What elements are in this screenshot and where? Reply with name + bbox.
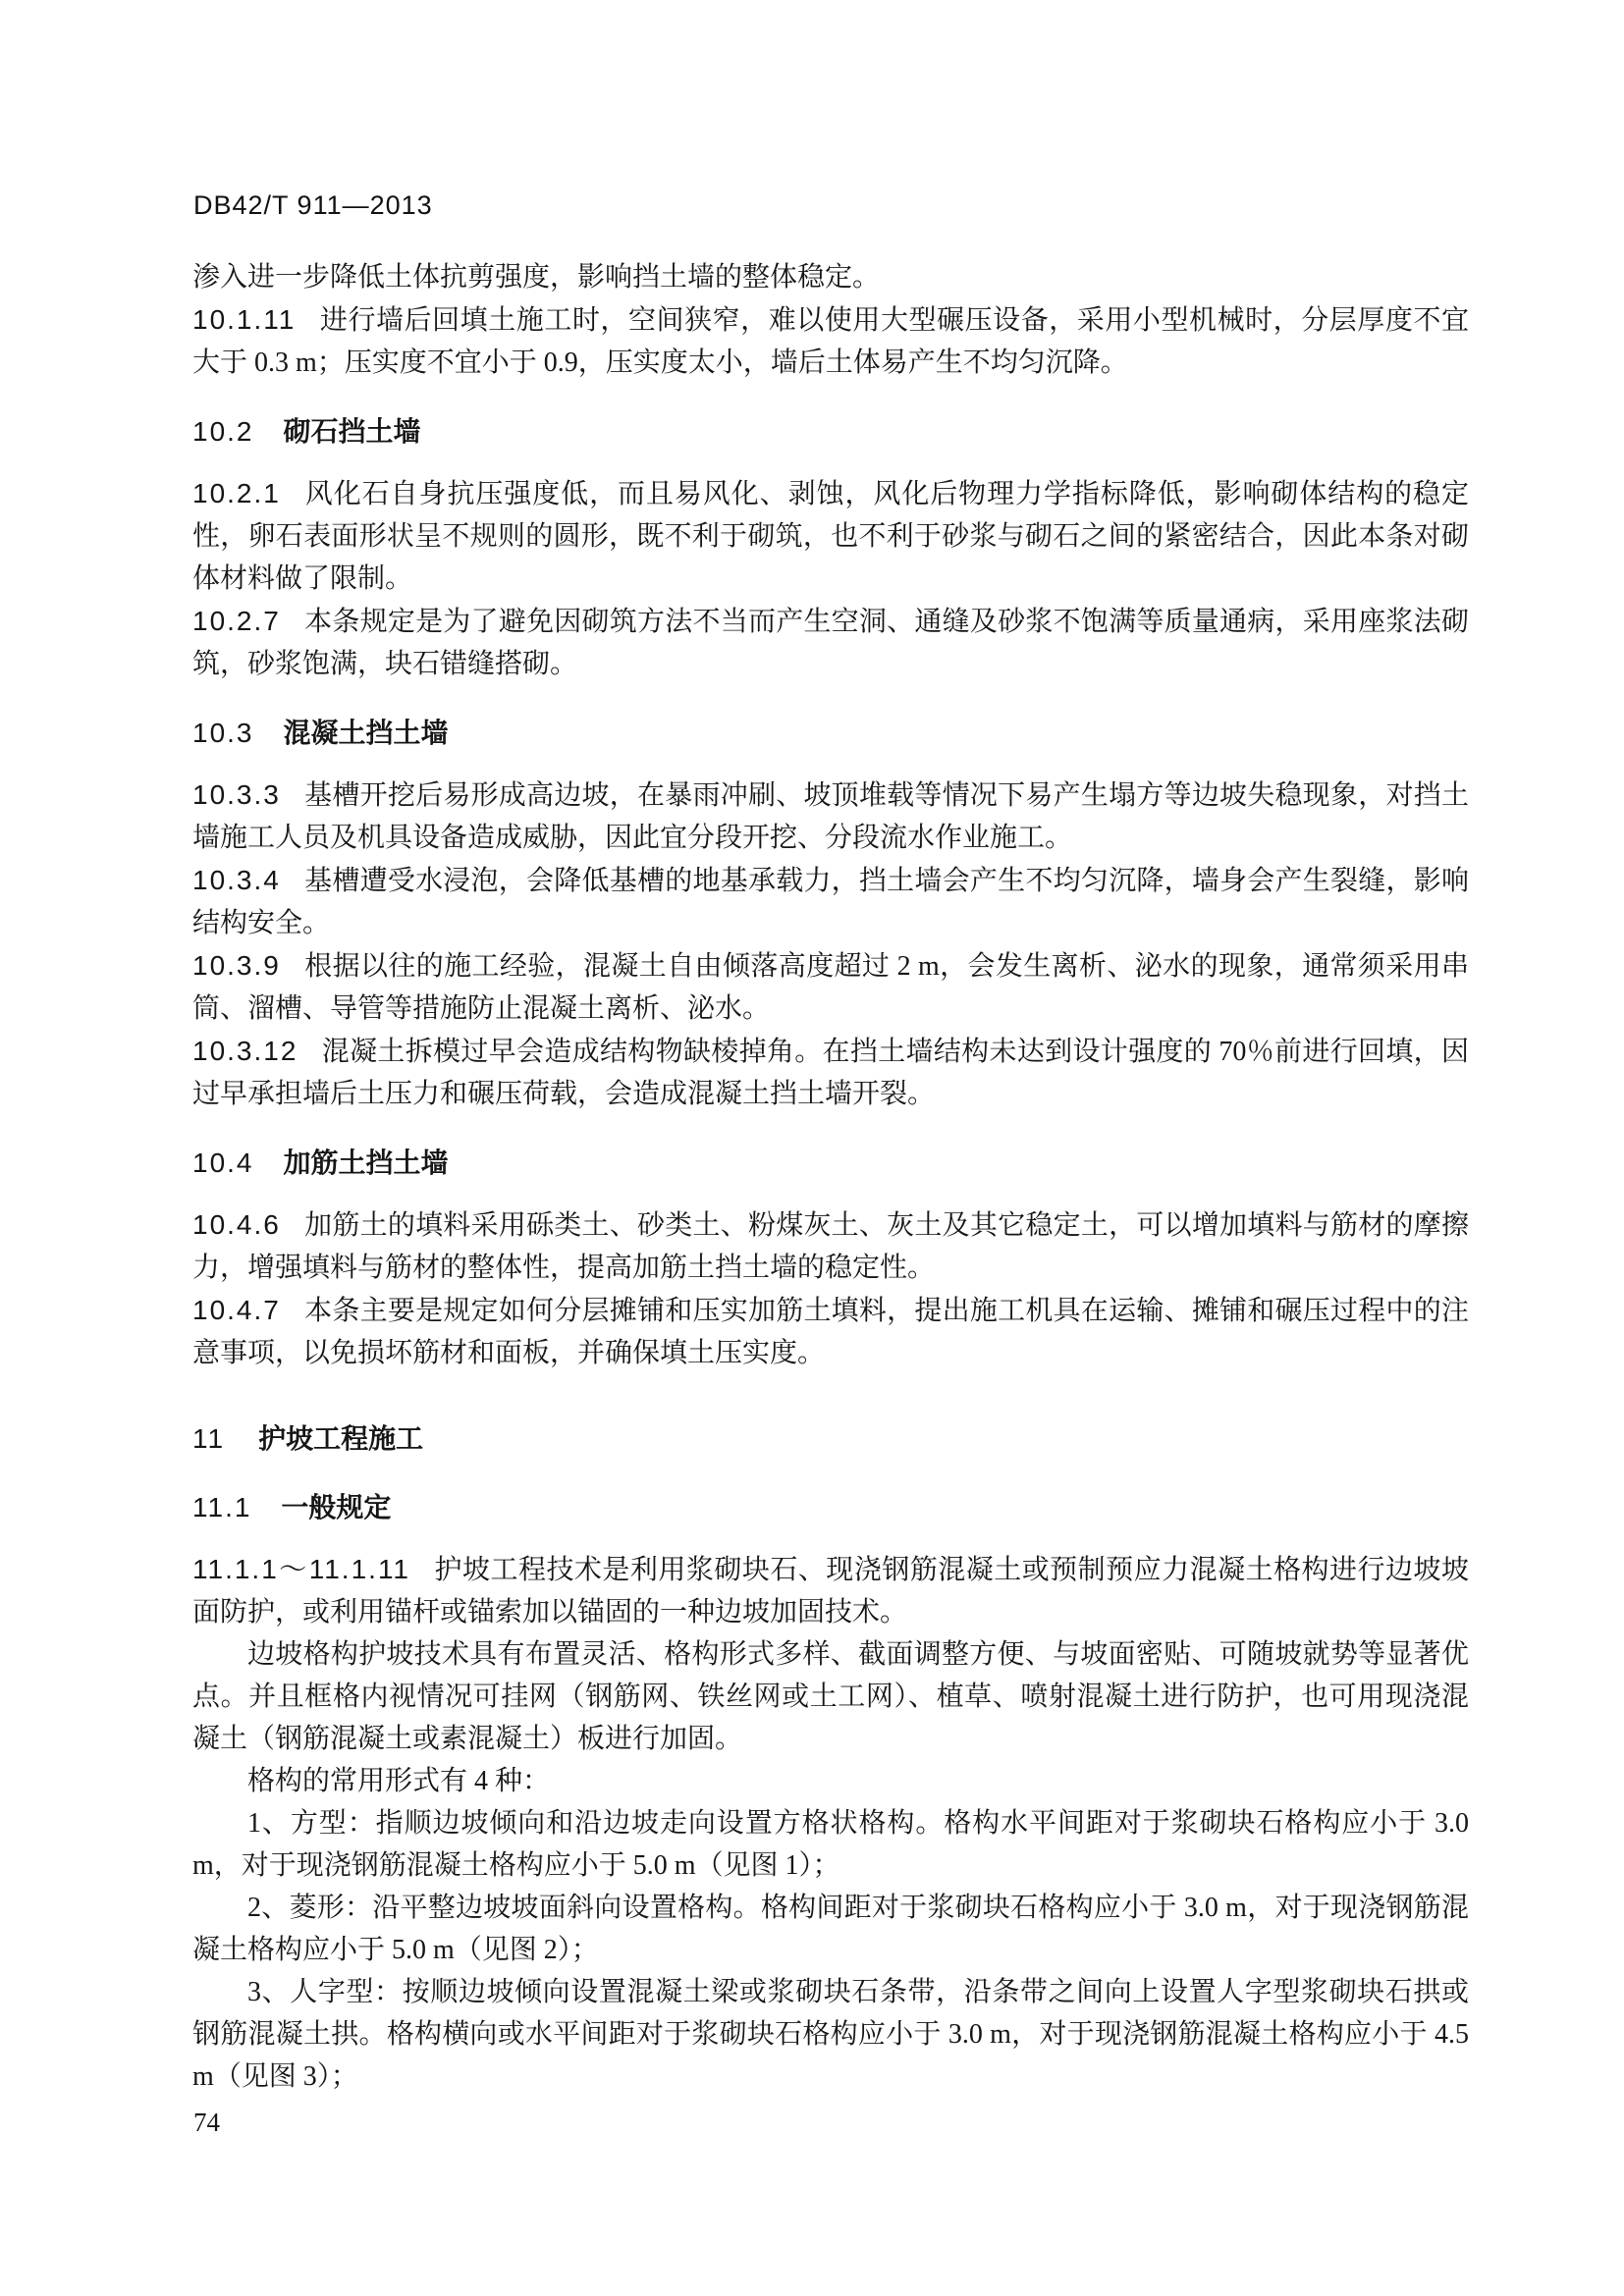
- section-heading-10-2: [192, 410, 1469, 453]
- section-number: 10.3: [192, 718, 254, 748]
- section-title: 一般规定: [281, 1492, 392, 1522]
- clause-number: 11.1.1～11.1.11: [192, 1554, 411, 1584]
- clause-10-3-4: [192, 859, 1469, 944]
- clause-text: 进行墙后回填土施工时，空间狭窄，难以使用大型碾压设备，采用小型机械时，分层厚度不宜大于 0.3 m；压实度不宜小于 0.9，压实度太小，墙后土体易产生不均匀沉降。: [192, 305, 1469, 378]
- paragraph-grid-technique-advantages: 边坡格构护坡技术具有布置灵活、格构形式多样、截面调整方便、与坡面密贴、可随坡就势等显著优点。并且框格内视情况可挂网（钢筋网、铁丝网或土工网）、植草、喷射混凝土进行防护，也可用现浇混凝土（钢筋混凝土或素混凝土）板进行加固。: [192, 1639, 1469, 1754]
- section-title: 砌石挡土墙: [283, 416, 421, 447]
- clause-number: 10.3.12: [192, 1036, 298, 1066]
- section-number: 10.4: [192, 1148, 254, 1178]
- clause-number: 10.4.6: [192, 1209, 281, 1240]
- clause-10-1-11: [192, 298, 1469, 384]
- clause-10-3-3: [192, 774, 1469, 859]
- section-number: 10.2: [192, 416, 254, 447]
- document-body: [192, 256, 1469, 2098]
- clause-number: 10.4.7: [192, 1295, 281, 1325]
- list-item-herringbone-form: 3、人字型：按顺边坡倾向设置混凝土梁或浆砌块石条带，沿条带之间向上设置人字型浆砌块石拱或钢筋混凝土拱。格构横向或水平间距对于浆砌块石格构应小于 3.0 m，对于现浇钢筋混凝土格构应小于 4.5 m（见图 3）；: [192, 1977, 1469, 2092]
- clause-text: 混凝土拆模过早会造成结构物缺棱掉角。在挡土墙结构未达到设计强度的 70％前进行回填，因过早承担墙后土压力和碾压荷载，会造成混凝土挡土墙开裂。: [192, 1037, 1469, 1109]
- list-item-diamond-form: 2、菱形：沿平整边坡坡面斜向设置格构。格构间距对于浆砌块石格构应小于 3.0 m，对于现浇钢筋混凝土格构应小于 5.0 m（见图 2）；: [192, 1893, 1469, 1965]
- clause-text: 基槽遭受水浸泡，会降低基槽的地基承载力，挡土墙会产生不均匀沉降，墙身会产生裂缝，影响结构安全。: [192, 866, 1469, 938]
- clause-text: 护坡工程技术是利用浆砌块石、现浇钢筋混凝土或预制预应力混凝土格构进行边坡坡面防护，或利用锚杆或锚索加以锚固的一种边坡加固技术。: [192, 1555, 1469, 1628]
- clause-number: 10.2.7: [192, 606, 281, 636]
- clause-11-1-1-to-11-1-11: [192, 1548, 1469, 1633]
- clause-text: 根据以往的施工经验，混凝土自由倾落高度超过 2 m，会发生离析、泌水的现象，通常须采用串筒、溜槽、导管等措施防止混凝土离析、泌水。: [192, 951, 1469, 1024]
- clause-number: 10.2.1: [192, 478, 281, 508]
- clause-text: 本条规定是为了避免因砌筑方法不当而产生空洞、通缝及砂浆不饱满等质量通病，采用座浆法砌筑，砂浆饱满，块石错缝搭砌。: [192, 607, 1469, 679]
- clause-text: 本条主要是规定如何分层摊铺和压实加筋土填料，提出施工机具在运输、摊铺和碾压过程中的注意事项，以免损坏筋材和面板，并确保填土压实度。: [192, 1296, 1469, 1368]
- page-number: 74: [193, 2108, 220, 2137]
- clause-text: 加筋土的填料采用砾类土、砂类土、粉煤灰土、灰土及其它稳定土，可以增加填料与筋材的摩擦力，增强填料与筋材的整体性，提高加筋土挡土墙的稳定性。: [192, 1210, 1469, 1283]
- clause-number: 10.1.11: [192, 304, 297, 335]
- section-heading-10-3: [192, 712, 1469, 754]
- clause-10-4-6: [192, 1203, 1469, 1289]
- chapter-title: 护坡工程施工: [258, 1423, 424, 1454]
- clause-10-4-7: [192, 1289, 1469, 1374]
- clause-number: 10.3.9: [192, 950, 281, 981]
- clause-10-3-12: [192, 1030, 1469, 1115]
- clause-number: 10.3.4: [192, 865, 281, 895]
- section-heading-10-4: [192, 1142, 1469, 1184]
- chapter-number: 11: [192, 1423, 226, 1454]
- chapter-heading-11: [192, 1417, 1469, 1460]
- carryover-paragraph: 渗入进一步降低土体抗剪强度，影响挡土墙的整体稳定。: [192, 262, 881, 293]
- paragraph-grid-forms-intro: 格构的常用形式有 4 种：: [247, 1766, 551, 1796]
- clause-10-2-1: [192, 472, 1469, 600]
- section-title: 加筋土挡土墙: [283, 1148, 449, 1178]
- list-item-square-form: 1、方型：指顺边坡倾向和沿边坡走向设置方格状格构。格构水平间距对于浆砌块石格构应小于 3.0 m，对于现浇钢筋混凝土格构应小于 5.0 m（见图 1）；: [192, 1808, 1469, 1881]
- clause-text: 基槽开挖后易形成高边坡，在暴雨冲刷、坡顶堆载等情况下易产生塌方等边坡失稳现象，对挡土墙施工人员及机具设备造成威胁，因此宜分段开挖、分段流水作业施工。: [192, 780, 1469, 853]
- section-title: 混凝土挡土墙: [283, 718, 449, 748]
- clause-number: 10.3.3: [192, 779, 281, 810]
- clause-text: 风化石自身抗压强度低，而且易风化、剥蚀，风化后物理力学指标降低，影响砌体结构的稳定性，卵石表面形状呈不规则的圆形，既不利于砌筑，也不利于砂浆与砌石之间的紧密结合，因此本条对砌体材料做了限制。: [192, 479, 1469, 594]
- section-heading-11-1: [192, 1486, 1469, 1528]
- standard-code-header: DB42/T 911—2013: [193, 190, 433, 220]
- clause-10-3-9: [192, 944, 1469, 1030]
- section-number: 11.1: [192, 1492, 252, 1522]
- clause-10-2-7: [192, 600, 1469, 685]
